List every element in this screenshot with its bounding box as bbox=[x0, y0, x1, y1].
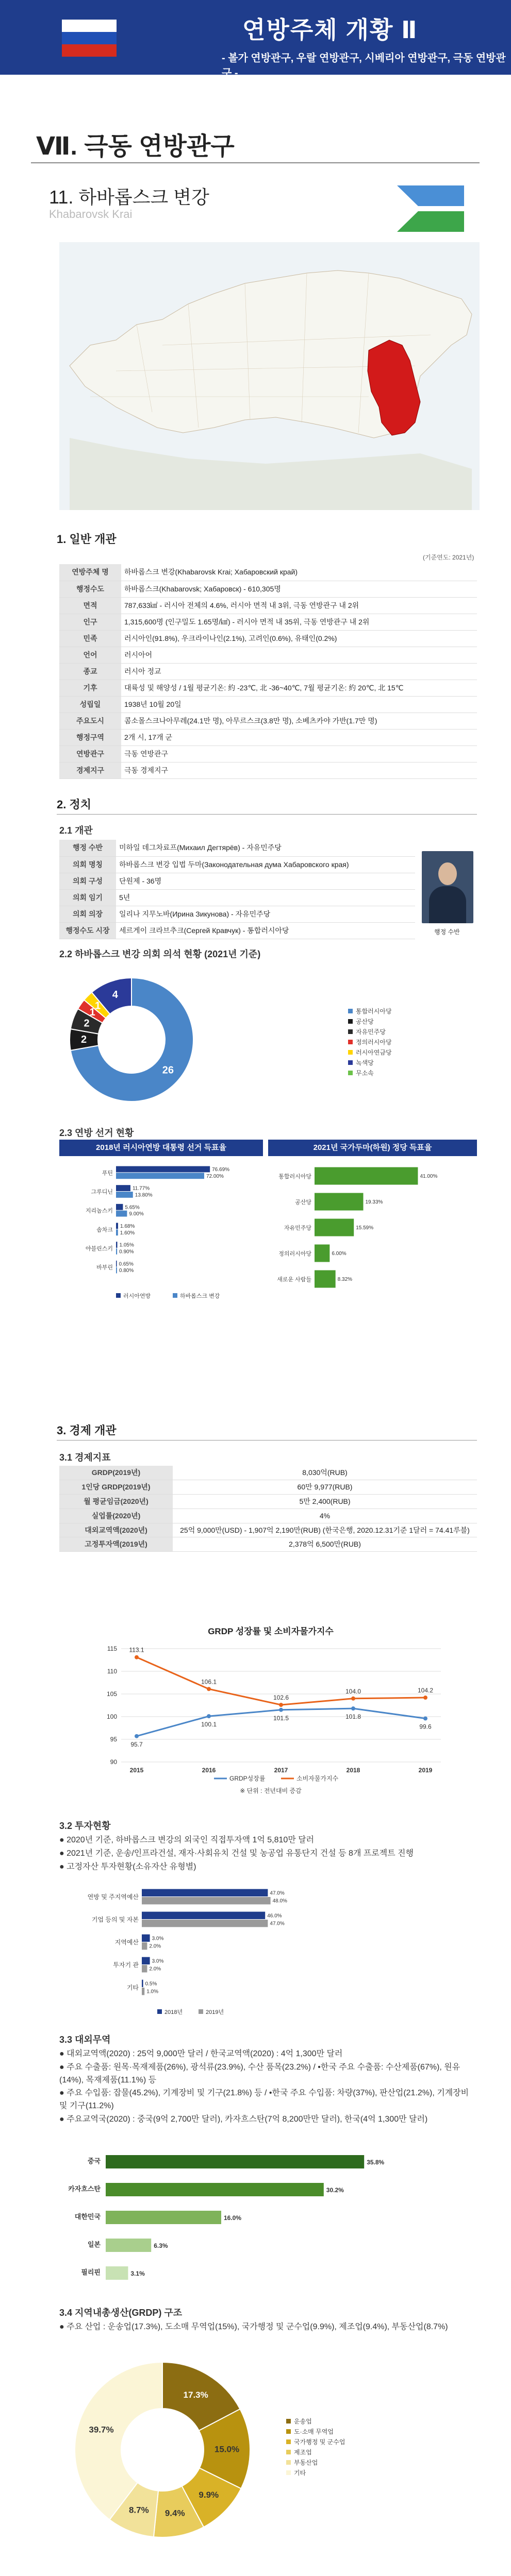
legend-swatch bbox=[286, 2470, 291, 2475]
bar bbox=[315, 1167, 418, 1185]
category-label: 그루디닌 bbox=[91, 1189, 113, 1195]
pie-slice-label: 17.3% bbox=[183, 2390, 208, 2400]
khabarovsk-flag-icon bbox=[397, 185, 464, 232]
bar-value: 6.3% bbox=[154, 2242, 168, 2249]
legend-label: 2019년 bbox=[206, 2009, 224, 2015]
row-value: 하바롭스크 변강(Khabarovsk Krai; Хабаровский край) bbox=[121, 564, 477, 581]
bar bbox=[142, 1897, 271, 1904]
category-label: 정의러시아당 bbox=[278, 1251, 311, 1257]
bar bbox=[116, 1166, 210, 1173]
category-label: 필리핀 bbox=[81, 2268, 101, 2276]
grdp-structure-bullets bbox=[59, 2321, 477, 2334]
economy-heading: 3. 경제 개관 bbox=[57, 1424, 117, 1437]
bar bbox=[142, 1957, 150, 1964]
x-tick-label: 2017 bbox=[274, 1767, 288, 1774]
pie-slice-label: 8.7% bbox=[128, 2505, 149, 2515]
bar-value: 0.5% bbox=[145, 1981, 157, 1987]
data-label: 99.6 bbox=[419, 1723, 432, 1731]
bar-value: 3.0% bbox=[152, 1936, 164, 1942]
bar-value: 13.80% bbox=[135, 1192, 153, 1198]
row-value: 세르게이 크라브추크(Сергей Кравчук) - 통합러시아당 bbox=[116, 922, 415, 939]
bullet-item: ● 대외교역액(2020) : 25억 9,000만 달러 / 한국교역액(2020) : 4억 1,300만 달러 bbox=[59, 2049, 343, 2058]
legend-swatch bbox=[173, 1293, 177, 1298]
data-label: 100.1 bbox=[201, 1721, 217, 1728]
legend-label: 운송업 bbox=[294, 2418, 312, 2425]
row-label: 의회 임기 bbox=[59, 889, 116, 906]
table-row bbox=[59, 647, 477, 663]
row-value: 러시아 정교 bbox=[121, 663, 477, 680]
bar bbox=[116, 1229, 118, 1235]
table-row bbox=[59, 581, 477, 597]
bar bbox=[116, 1261, 117, 1267]
election-left-title: 2018년 러시아연방 대통령 선거 득표율 bbox=[59, 1140, 263, 1156]
category-label: 카자흐스탄 bbox=[68, 2185, 101, 2193]
pie-slice-label: 4 bbox=[112, 989, 118, 1001]
pie-slice-label: 2 bbox=[80, 1034, 87, 1045]
row-label: 행정수도 시장 bbox=[59, 922, 116, 939]
data-point bbox=[207, 1687, 211, 1691]
legend-label: 통합러시아당 bbox=[356, 1008, 392, 1015]
row-value: 극동 연방관구 bbox=[121, 745, 477, 762]
bar-value: 47.0% bbox=[270, 1890, 285, 1896]
election-heading: 2.3 연방 선거 현황 bbox=[59, 1128, 134, 1138]
economy-indicators-heading: 3.1 경제지표 bbox=[59, 1452, 111, 1463]
data-label: 106.1 bbox=[201, 1678, 217, 1686]
row-value: 러시아인(91.8%), 우크라이나인(2.1%), 고려인(0.6%), 유태인(0.2%) bbox=[121, 630, 477, 647]
row-value: 5만 2,400(RUB) bbox=[173, 1494, 477, 1509]
row-value: 787,633㎢ - 러시아 전체의 4.6%, 러시아 면적 내 3위, 극동 연방관구 내 2위 bbox=[121, 597, 477, 614]
category-label: 야블린스키 bbox=[85, 1246, 113, 1252]
table-row bbox=[59, 1523, 477, 1537]
legend-label: 국가행정 및 군수업 bbox=[294, 2438, 345, 2446]
table-row bbox=[59, 762, 477, 778]
bar bbox=[116, 1173, 204, 1179]
row-value: 1938년 10월 20일 bbox=[121, 696, 477, 713]
legend-label: 무소속 bbox=[356, 1070, 374, 1077]
bullet-item: ● 주요 산업 : 운송업(17.3%), 도소매 무역업(15%), 국가행정 및 군수업(9.9%), 제조업(9.4%), 부동산업(8.7%) bbox=[59, 2323, 448, 2331]
grdp-structure-heading: 3.4 지역내총생산(GRDP) 구조 bbox=[59, 2308, 183, 2318]
table-row bbox=[59, 1509, 477, 1523]
row-value: 1,315,600명 (인구밀도 1.65명/㎢) - 러시아 면적 내 35위, 극동 연방관구 내 2위 bbox=[121, 614, 477, 630]
table-row bbox=[59, 729, 477, 745]
data-point bbox=[423, 1696, 427, 1700]
bullet-item: ● 2021년 기준, 운송/인프라건설, 재자·사회유치 건설 및 농공업 유통단지 건설 등 8개 프로젝트 진행 bbox=[59, 1849, 414, 1858]
politics-heading: 2. 정치 bbox=[57, 798, 91, 811]
general-heading: 1. 일반 개관 bbox=[57, 533, 117, 546]
pie-slice-label: 1 bbox=[89, 1006, 95, 1018]
legend-label: 러시아연금당 bbox=[356, 1049, 392, 1056]
row-label: 기후 bbox=[59, 680, 121, 696]
pie-slice-label: 39.7% bbox=[89, 2425, 114, 2435]
legend-swatch bbox=[348, 1071, 353, 1075]
table-row bbox=[59, 663, 477, 680]
table-row bbox=[59, 745, 477, 762]
data-label: 104.2 bbox=[417, 1687, 434, 1694]
row-value: 콤소몰스크나아무레(24.1만 명), 아무르스크(3.8만 명), 소베츠카야 가반(1.7만 명) bbox=[121, 713, 477, 729]
category-label: 자유민주당 bbox=[284, 1225, 311, 1231]
russia-flag-icon bbox=[62, 20, 117, 57]
legend-label: GRDP성장률 bbox=[229, 1775, 266, 1782]
row-label: 의회 의장 bbox=[59, 906, 116, 922]
legend-swatch bbox=[157, 2009, 162, 2014]
header-subtitle: - 볼가 연방관구, 우랄 연방관구, 시베리아 연방관구, 극동 연방관구 - bbox=[222, 53, 506, 79]
table-row bbox=[59, 1537, 477, 1552]
bar bbox=[116, 1223, 118, 1229]
category-label: 지리놉스키 bbox=[85, 1208, 113, 1214]
governor-photo-caption: 행정 수반 bbox=[434, 928, 460, 936]
grdp-line-chart bbox=[85, 1623, 456, 1798]
table-row bbox=[59, 713, 477, 729]
row-label: 행정수도 bbox=[59, 581, 121, 597]
x-tick-label: 2015 bbox=[129, 1767, 144, 1774]
governor-photo bbox=[422, 851, 473, 923]
table-row bbox=[59, 1494, 477, 1509]
bar bbox=[106, 2155, 364, 2168]
bar bbox=[106, 2211, 221, 2224]
bar-value: 6.00% bbox=[332, 1251, 347, 1257]
bar-value: 0.65% bbox=[119, 1261, 134, 1267]
bar-value: 16.0% bbox=[224, 2214, 242, 2222]
row-value: 미하일 데그차료프(Михаил Дегтярёв) - 자유민주당 bbox=[116, 840, 415, 856]
election-right-title: 2021년 국가두마(하원) 정당 득표율 bbox=[268, 1140, 477, 1156]
category-label: 투자기 관 bbox=[113, 1961, 139, 1969]
bar-value: 1.0% bbox=[146, 1989, 158, 1995]
row-label: 성립일 bbox=[59, 696, 121, 713]
legend-swatch bbox=[348, 1019, 353, 1024]
category-label: 푸틴 bbox=[102, 1170, 113, 1177]
bar-value: 76.69% bbox=[212, 1166, 230, 1173]
table-row bbox=[59, 614, 477, 630]
table-row bbox=[59, 1480, 477, 1494]
bar bbox=[315, 1193, 364, 1211]
table-row bbox=[59, 889, 415, 906]
bar bbox=[142, 1912, 265, 1919]
data-label: 101.5 bbox=[273, 1714, 289, 1722]
row-label: 연방관구 bbox=[59, 745, 121, 762]
bar-value: 46.0% bbox=[267, 1913, 282, 1919]
category-label: 통합러시아당 bbox=[278, 1174, 311, 1180]
bar bbox=[142, 1980, 143, 1987]
bar-value: 72.00% bbox=[206, 1173, 224, 1179]
header-title: 연방주체 개황 Ⅱ bbox=[242, 16, 418, 43]
category-label: 대한민국 bbox=[74, 2213, 101, 2221]
legend-swatch bbox=[348, 1029, 353, 1034]
bar-value: 8.32% bbox=[337, 1277, 353, 1282]
legend-label: 소비자물가지수 bbox=[296, 1775, 339, 1782]
row-value: 60만 9,977(RUB) bbox=[173, 1480, 477, 1494]
trade-bullets bbox=[59, 2048, 477, 2127]
data-point bbox=[135, 1655, 139, 1659]
legend-swatch bbox=[286, 2439, 291, 2444]
row-label: 언어 bbox=[59, 647, 121, 663]
data-label: 104.0 bbox=[345, 1687, 361, 1695]
bar-value: 0.90% bbox=[119, 1249, 134, 1255]
pie-slice-label: 15.0% bbox=[214, 2444, 240, 2454]
bar-value: 5.65% bbox=[125, 1205, 140, 1211]
row-value: 5년 bbox=[116, 889, 415, 906]
bar bbox=[116, 1242, 117, 1248]
russia-map bbox=[59, 242, 480, 510]
bar-value: 1.05% bbox=[119, 1242, 134, 1248]
bar-value: 11.77% bbox=[132, 1185, 150, 1192]
y-tick-label: 105 bbox=[106, 1690, 117, 1698]
legend-label: 하바롭스크 변강 bbox=[180, 1293, 220, 1299]
grdp-structure-pie bbox=[59, 2347, 420, 2553]
row-value: 하바롭스크 변강 입법 두마(Законодательная дума Хабаровского края) bbox=[116, 856, 415, 873]
pie-slice-label: 26 bbox=[162, 1064, 174, 1076]
bar bbox=[106, 2183, 324, 2196]
bar-value: 3.1% bbox=[130, 2270, 145, 2277]
y-tick-label: 90 bbox=[110, 1758, 117, 1766]
x-tick-label: 2016 bbox=[202, 1767, 216, 1774]
bar bbox=[142, 1965, 147, 1972]
row-value: 러시아어 bbox=[121, 647, 477, 663]
bar-value: 1.60% bbox=[120, 1230, 135, 1236]
bar-value: 9.00% bbox=[129, 1211, 144, 1217]
legend-label: 정의러시아당 bbox=[356, 1039, 392, 1046]
investment-heading: 3.2 투자현황 bbox=[59, 1821, 111, 1831]
legend-swatch bbox=[286, 2419, 291, 2424]
data-point bbox=[207, 1714, 211, 1718]
unit-note: ※ 단위 : 전년대비 증감 bbox=[240, 1787, 302, 1794]
election-right-chart bbox=[268, 1158, 477, 1308]
legend-swatch bbox=[348, 1040, 353, 1044]
investment-bar-chart bbox=[59, 1880, 348, 2020]
row-label: 대외교역액(2020년) bbox=[59, 1523, 173, 1537]
bar-value: 19.33% bbox=[365, 1199, 383, 1205]
bar bbox=[142, 1889, 268, 1896]
bar-value: 41.00% bbox=[420, 1174, 438, 1179]
legend-label: 부동산업 bbox=[294, 2459, 318, 2466]
row-value: 극동 경제지구 bbox=[121, 762, 477, 778]
table-row bbox=[59, 630, 477, 647]
category-label: 일본 bbox=[87, 2241, 101, 2248]
row-label: 주요도시 bbox=[59, 713, 121, 729]
general-table bbox=[59, 564, 477, 779]
row-value: 2,378억 6,500만(RUB) bbox=[173, 1537, 477, 1552]
y-tick-label: 115 bbox=[107, 1645, 117, 1652]
row-label: 민족 bbox=[59, 630, 121, 647]
data-point bbox=[279, 1708, 283, 1712]
row-label: 연방주체 명 bbox=[59, 564, 121, 581]
bar bbox=[142, 1988, 144, 1995]
pie-slice-label: 9.9% bbox=[199, 2489, 219, 2500]
table-row bbox=[59, 1466, 477, 1480]
table-row bbox=[59, 840, 415, 856]
bar bbox=[106, 2239, 151, 2252]
bar-value: 2.0% bbox=[149, 1943, 161, 1950]
bar bbox=[116, 1185, 130, 1191]
bullet-item: ● 주요 수입품: 잡물(45.2%), 기계장비 및 기구(21.8%) 등 / •한국 주요 수입품: 차량(37%), 판산업(21.2%), 기계장비 및 기구(11.2%) bbox=[59, 2089, 469, 2111]
y-tick-label: 110 bbox=[107, 1668, 117, 1675]
economy-table bbox=[59, 1466, 477, 1552]
basis-note: (기준연도: 2021년) bbox=[423, 554, 474, 561]
row-value: 단원제 - 36명 bbox=[116, 873, 415, 889]
bar bbox=[315, 1245, 329, 1262]
investment-bullets bbox=[59, 1834, 477, 1874]
category-label: 지역예산 bbox=[114, 1939, 139, 1946]
bar bbox=[116, 1211, 127, 1217]
category-label: 공산당 bbox=[295, 1199, 311, 1206]
legend-label: 녹색당 bbox=[356, 1059, 374, 1066]
row-value: 하바롭스크(Khabarovsk; Хабаровск) - 610,305명 bbox=[121, 581, 477, 597]
bar-value: 3.0% bbox=[152, 1958, 164, 1964]
politics-overview-heading: 2.1 개관 bbox=[59, 825, 93, 836]
pie-slice-label: 2 bbox=[84, 1018, 90, 1029]
bar-value: 48.0% bbox=[272, 1898, 287, 1904]
legend-label: 2018년 bbox=[164, 2009, 183, 2015]
table-row bbox=[59, 873, 415, 889]
row-value: 8,030억(RUB) bbox=[173, 1466, 477, 1480]
chapter-divider bbox=[31, 162, 480, 163]
legend-swatch bbox=[348, 1060, 353, 1065]
legend-swatch bbox=[116, 1293, 121, 1298]
row-value: 대륙성 및 해양성 / 1월 평균기온: 約 -23℃, 北 -36~40℃, 7월 평균기온: 約 20℃, 北 15℃ bbox=[121, 680, 477, 696]
trade-partners-chart bbox=[59, 2146, 420, 2290]
bar-value: 2.0% bbox=[149, 1966, 161, 1972]
legend-label: 공산당 bbox=[356, 1018, 374, 1025]
category-label: 기타 bbox=[126, 1984, 139, 1991]
legend-label: 기타 bbox=[294, 2469, 306, 2477]
bar bbox=[116, 1204, 123, 1210]
section-subtitle: Khabarovsk Krai bbox=[49, 208, 133, 221]
data-point bbox=[351, 1706, 355, 1710]
legend-swatch bbox=[286, 2429, 291, 2434]
legend-label: 도·소매 무역업 bbox=[294, 2428, 334, 2435]
bar-value: 0.80% bbox=[119, 1268, 134, 1274]
seat-pie-chart bbox=[59, 962, 477, 1117]
data-label: 102.6 bbox=[273, 1694, 289, 1702]
row-value: 일리나 지무노바(Ирина Зикунова) - 자유민주당 bbox=[116, 906, 415, 922]
y-tick-label: 100 bbox=[106, 1713, 117, 1720]
bar bbox=[116, 1192, 133, 1198]
table-row bbox=[59, 696, 477, 713]
bar bbox=[142, 1920, 268, 1927]
data-point bbox=[279, 1703, 283, 1707]
bar bbox=[315, 1219, 354, 1236]
legend-label: 러시아연방 bbox=[123, 1293, 151, 1299]
row-label: 1인당 GRDP(2019년) bbox=[59, 1480, 173, 1494]
legend-swatch bbox=[348, 1009, 353, 1013]
bar-value: 47.0% bbox=[270, 1921, 285, 1927]
table-row bbox=[59, 564, 477, 581]
table-row bbox=[59, 597, 477, 614]
section-title: 11. 하바롭스크 변강 bbox=[49, 187, 209, 208]
row-label: 실업률(2020년) bbox=[59, 1509, 173, 1523]
category-label: 솝차크 bbox=[96, 1227, 113, 1233]
row-label: 인구 bbox=[59, 614, 121, 630]
table-row bbox=[59, 906, 415, 922]
data-label: 113.1 bbox=[129, 1646, 144, 1654]
row-label: 종교 bbox=[59, 663, 121, 680]
data-point bbox=[351, 1697, 355, 1701]
category-label: 바부린 bbox=[96, 1264, 113, 1271]
bullet-item: ● 주요교역국(2020) : 중국(9억 2,700만 달러), 카자흐스탄(7억 8,200만만 달러), 한국(4억 1,300만 달러) bbox=[59, 2114, 428, 2124]
row-label: 경제지구 bbox=[59, 762, 121, 778]
pie-slice-label: 9.4% bbox=[164, 2508, 185, 2518]
legend-label: 제조업 bbox=[294, 2449, 312, 2456]
series-line bbox=[137, 1708, 425, 1736]
legend-swatch bbox=[199, 2009, 203, 2014]
bar bbox=[106, 2266, 128, 2280]
data-point bbox=[135, 1734, 139, 1738]
row-label: 행정구역 bbox=[59, 729, 121, 745]
election-left-chart bbox=[59, 1158, 263, 1308]
bar-value: 1.68% bbox=[120, 1223, 135, 1229]
row-label: 고정투자액(2019년) bbox=[59, 1537, 173, 1552]
row-value: 2개 시, 17개 군 bbox=[121, 729, 477, 745]
category-label: 새로운 사람들 bbox=[277, 1277, 311, 1283]
row-label: 면적 bbox=[59, 597, 121, 614]
divider bbox=[57, 814, 477, 815]
category-label: 중국 bbox=[87, 2157, 101, 2165]
chart-title: GRDP 성장률 및 소비자물가지수 bbox=[208, 1626, 334, 1636]
bar bbox=[142, 1935, 150, 1942]
category-label: 기업 등의 및 자본 bbox=[91, 1916, 139, 1923]
category-label: 연방 및 주지역예산 bbox=[87, 1893, 139, 1901]
legend-swatch bbox=[286, 2450, 291, 2454]
data-label: 101.8 bbox=[345, 1713, 361, 1721]
row-label: 의회 구성 bbox=[59, 873, 116, 889]
chapter-title: Ⅶ. 극동 연방관구 bbox=[36, 133, 235, 160]
bullet-item: ● 고정자산 투자현황(소유자산 유형별) bbox=[59, 1862, 196, 1871]
bar bbox=[142, 1942, 147, 1950]
seats-heading: 2.2 하바롭스크 변강 의회 의석 현황 (2021년 기준) bbox=[59, 949, 261, 959]
pie-slice-label: 1 bbox=[95, 1000, 101, 1012]
y-tick-label: 95 bbox=[110, 1736, 117, 1743]
x-tick-label: 2019 bbox=[418, 1767, 433, 1774]
row-value: 4% bbox=[173, 1509, 477, 1523]
bar-value: 30.2% bbox=[326, 2187, 344, 2194]
bar bbox=[315, 1270, 336, 1288]
data-label: 95.7 bbox=[130, 1740, 143, 1748]
bar bbox=[116, 1267, 117, 1274]
row-label: 행정 수반 bbox=[59, 840, 116, 856]
table-row bbox=[59, 922, 415, 939]
table-row bbox=[59, 680, 477, 696]
page-header bbox=[0, 0, 511, 79]
politics-table bbox=[59, 840, 415, 939]
table-row bbox=[59, 856, 415, 873]
legend-label: 자유민주당 bbox=[356, 1028, 386, 1036]
bullet-item: ● 2020년 기준, 하바롭스크 변강의 외국인 직접투자액 1억 5,810만 달러 bbox=[59, 1836, 315, 1844]
row-label: 의회 명칭 bbox=[59, 856, 116, 873]
bullet-item: ● 주요 수출품: 원목·목재제품(26%), 광석류(23.9%), 수산 품목(23.2%) / •한국 주요 수출품: 수산제품(67%), 원유(14%), 목재제품(11.1%) 등 bbox=[59, 2062, 460, 2084]
row-label: GRDP(2019년) bbox=[59, 1466, 173, 1480]
row-label: 월 평균임금(2020년) bbox=[59, 1494, 173, 1509]
bar bbox=[116, 1248, 117, 1255]
trade-heading: 3.3 대외무역 bbox=[59, 2035, 111, 2045]
legend-swatch bbox=[348, 1050, 353, 1055]
row-value: 25억 9,000만(USD) - 1,907억 2,190만(RUB) (한국은행, 2020.12.31기준 1달러 = 74.41루블) bbox=[173, 1523, 477, 1537]
data-point bbox=[423, 1717, 427, 1721]
x-tick-label: 2018 bbox=[346, 1767, 360, 1774]
bar-value: 35.8% bbox=[367, 2159, 385, 2166]
bar-value: 15.59% bbox=[356, 1225, 374, 1231]
legend-swatch bbox=[286, 2460, 291, 2465]
